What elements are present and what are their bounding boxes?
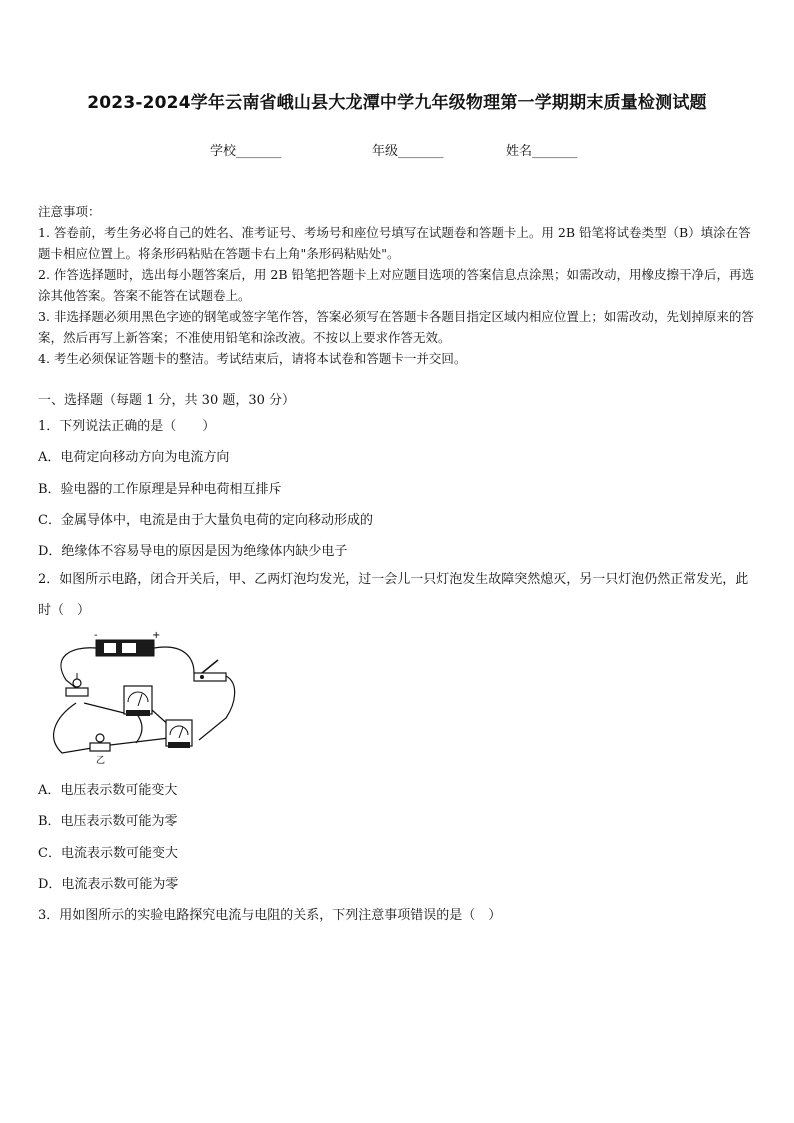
notice-item: 2. 作答选择题时，选出每小题答案后，用 2B 铅笔把答题卡上对应题目选项的答案信息点涂黑；如需改动，用橡皮擦干净后，再选涂其他答案。答案不能答在试题卷上。 [38,267,754,303]
grade-field: 年级_______ [372,144,444,159]
notice-heading: 注意事项： [38,204,101,219]
name-field: 姓名_______ [506,144,578,159]
circuit-figure [44,628,244,766]
question-2-stem: 2．如图所示电路，闭合开关后，甲、乙两灯泡均发光，过一会儿一只灯泡发生故障突然熄灭，另一只灯泡仍然正常发光，此时（ ） [38,572,749,618]
circuit-diagram [44,628,244,766]
question-2-option-c: C．电流表示数可能变大 [38,846,178,861]
question-2-option-d: D．电流表示数可能为零 [38,877,179,892]
section-heading: 一、选择题（每题 1 分，共 30 题，30 分） [38,393,296,408]
question-1-option-b: B．验电器的工作原理是异种电荷相互排斥 [38,482,282,497]
question-1-option-d: D．绝缘体不容易导电的原因是因为绝缘体内缺少电子 [38,544,348,559]
lamp-label: 乙 [96,756,106,766]
notice-item: 1. 答卷前，考生务必将自己的姓名、准考证号、考场号和座位号填写在试题卷和答题卡上。用 2B 铅笔将试卷类型（B）填涂在答题卡相应位置上。将条形码粘贴在答题卡右上角"条形码粘贴处"。 [38,225,751,261]
battery-minus-label: - [94,630,98,641]
school-field: 学校_______ [210,144,282,159]
notice-item: 3. 非选择题必须用黑色字迹的钢笔或签字笔作答，答案必须写在答题卡各题目指定区域内相应位置上；如需改动，先划掉原来的答案，然后再写上新答案；不准使用铅笔和涂改液。不按以上要求作答无效。 [38,309,754,345]
battery-plus-label: + [152,630,161,641]
question-1-option-c: C．金属导体中，电流是由于大量负电荷的定向移动形成的 [38,513,373,528]
question-1-stem: 1．下列说法正确的是（ ） [38,419,216,434]
notice-item: 4. 考生必须保证答题卡的整洁。考试结束后，请将本试卷和答题卡一并交回。 [38,351,467,366]
question-3-stem: 3．用如图所示的实验电路探究电流与电阻的关系，下列注意事项错误的是（ ） [38,908,502,923]
question-1-option-a: A．电荷定向移动方向为电流方向 [38,450,230,465]
question-2-option-b: B．电压表示数可能为零 [38,814,178,829]
page-title: 2023-2024学年云南省峨山县大龙潭中学九年级物理第一学期期末质量检测试题 [87,93,707,113]
notice-block [38,201,758,369]
question-2-option-a: A．电压表示数可能变大 [38,783,178,798]
